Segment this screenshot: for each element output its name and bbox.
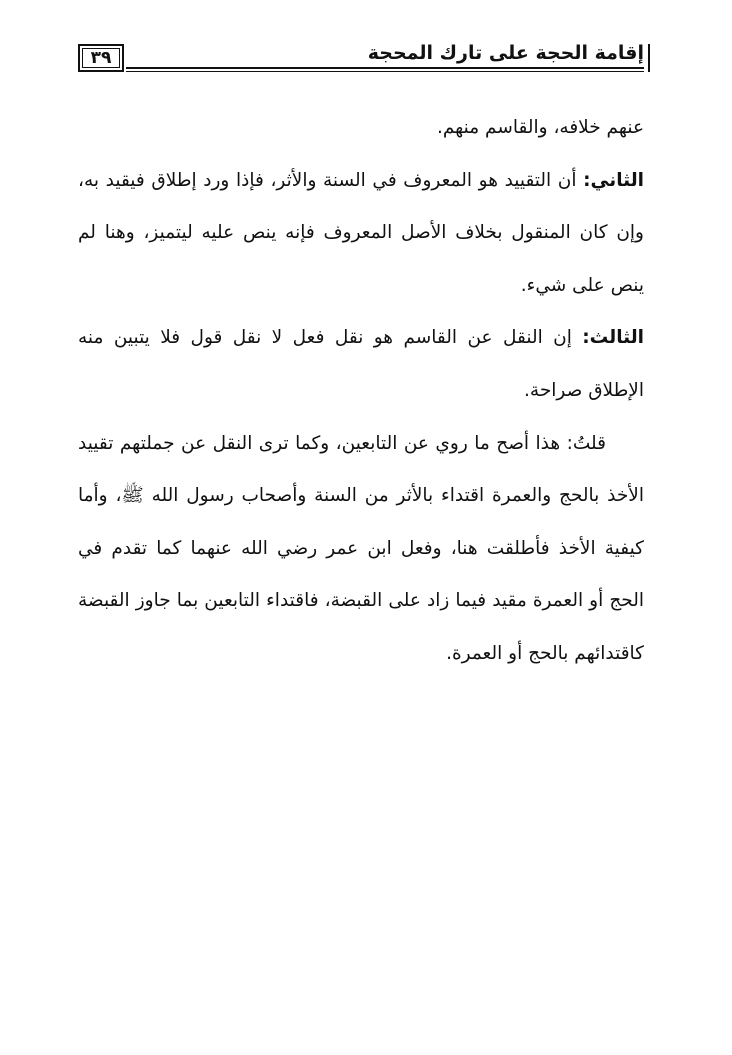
paragraph-3 <box>78 312 644 417</box>
paragraph-2-lead: الثاني: <box>583 169 644 191</box>
paragraph-3-text: إن النقل عن القاسم هو نقل فعل لا نقل قول فلا يتبين منه الإطلاق صراحة. <box>78 327 644 401</box>
paragraph-2 <box>78 155 644 313</box>
page-number-box <box>78 44 124 72</box>
paragraph-4-lead: قلتُ: <box>566 432 606 454</box>
page-body <box>78 102 644 681</box>
running-title: إقامة الحجة على تارك المحجة <box>362 40 644 66</box>
title-bar-mark <box>648 44 650 72</box>
header-rule-thin <box>126 71 644 72</box>
paragraph-4 <box>78 418 644 681</box>
header-rule <box>126 67 644 69</box>
paragraph-3-lead: الثالث: <box>582 327 644 349</box>
page-number: ٣٩ <box>90 47 112 68</box>
paragraph-4-text: هذا أصح ما روي عن التابعين، وكما ترى النقل عن جملتهم تقييد الأخذ بالحج والعمرة اقتداء بالأثر من السنة وأصحاب رسول الله ﷺ، وأما كيفية الأخذ فأطلقت هنا، وفعل ابن عمر رضي الله عنهما كما تقدم في الحج أو العمرة مقيد فيما زاد على القبضة، فاقتداء التابعين بما جاوز القبضة كاقتدائهم بالحج أو العمرة. <box>78 432 644 664</box>
running-header <box>78 40 650 80</box>
paragraph-1-text: عنهم خلافه، والقاسم منهم. <box>436 117 644 138</box>
paragraph-2-text: أن التقييد هو المعروف في السنة والأثر، فإذا ورد إطلاق فيقيد به، وإن كان المنقول بخلاف الأصل المعروف فإنه ينص عليه ليتميز، وهنا لم ينص على شيء. <box>78 169 644 296</box>
paragraph-1 <box>78 102 644 155</box>
